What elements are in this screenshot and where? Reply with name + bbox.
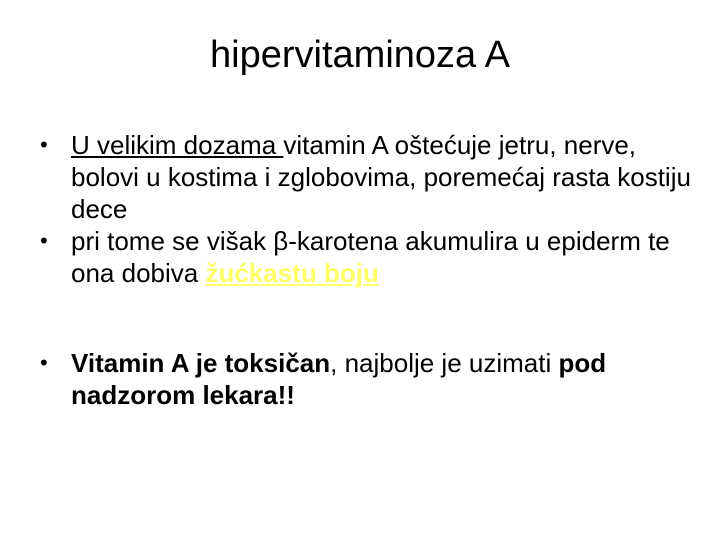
underlined-lead-text: U velikim dozama (71, 130, 284, 160)
bullet-icon: • (40, 228, 48, 253)
bullet-item-liver-damage (40, 129, 710, 225)
bold-tail-text: pod nadzorom lekara!! (71, 348, 607, 410)
highlighted-text: žućkastu boju (205, 258, 379, 288)
bullet-item-toxicity-warning (40, 347, 710, 411)
bullet-text: vitamin A oštećuje jetru, nerve, bolovi u kostima i zglobovima, poremećaj rasta kostiju dece (71, 130, 691, 224)
bullet-icon: • (40, 132, 48, 157)
bold-lead-text: Vitamin A je toksičan (71, 348, 331, 378)
slide-title: hipervitaminoza A (210, 34, 510, 76)
bullet-item-beta-carotene (40, 225, 710, 289)
bullet-text: , najbolje je uzimati (330, 348, 559, 378)
bullet-icon: • (40, 350, 48, 375)
bullet-text: pri tome se višak β-karotena akumulira u epiderm te ona dobiva (71, 226, 670, 288)
bullet-list (40, 129, 710, 411)
